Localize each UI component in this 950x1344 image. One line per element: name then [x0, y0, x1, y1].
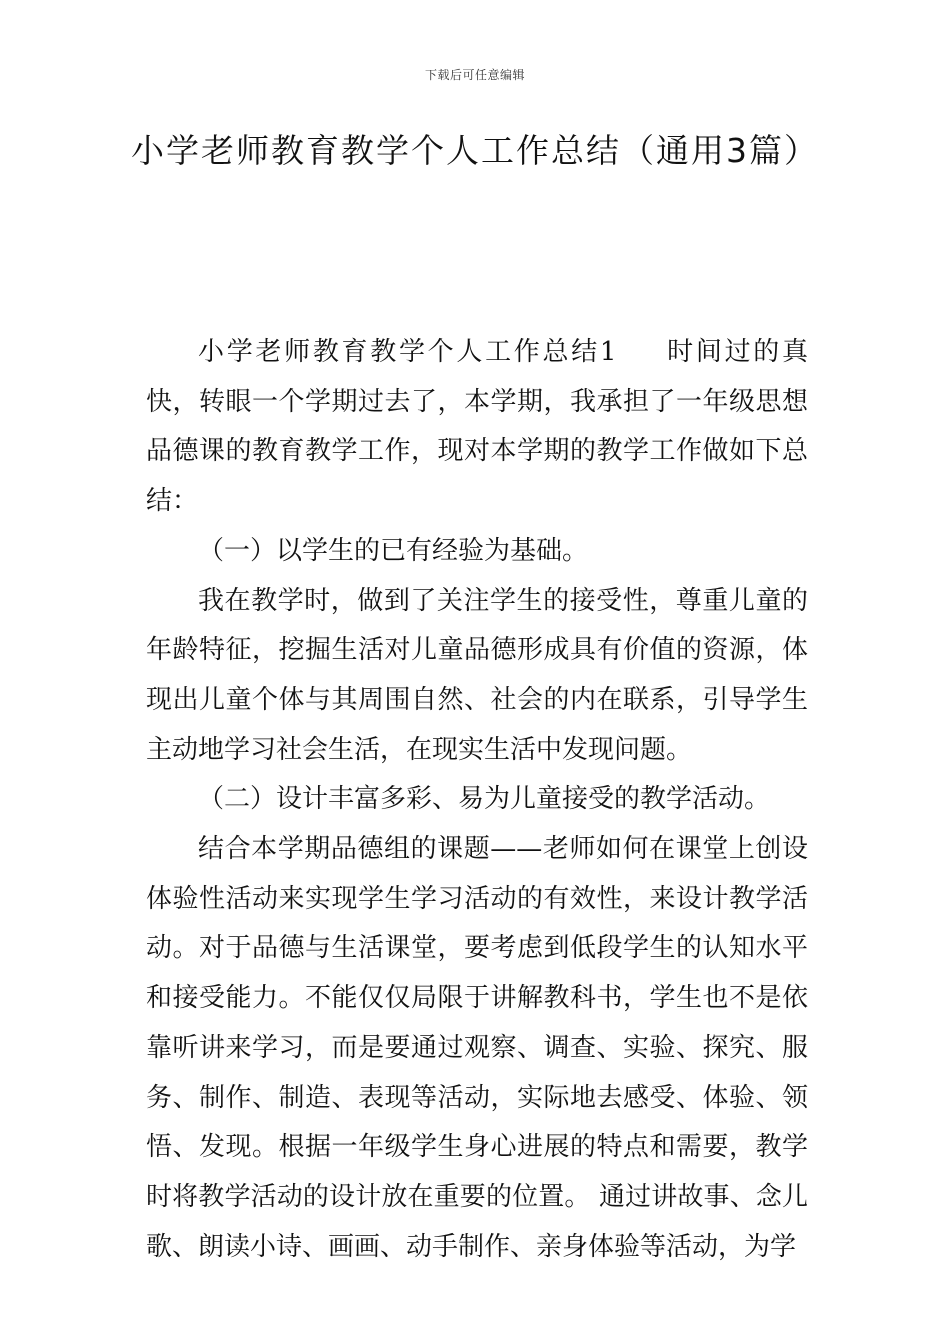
paragraph-intro-text: 时间过的真快，转眼一个学期过去了，本学期，我承担了一年级思想品德课的教育教学工作，现对本学期的教学工作做如下总结：	[146, 337, 808, 517]
paragraph-point-two: （二）设计丰富多彩、易为儿童接受的教学活动。	[198, 784, 771, 815]
section-heading: 小学老师教育教学个人工作总结1	[198, 337, 617, 367]
document-title: 小学老师教育教学个人工作总结（通用3篇）	[131, 131, 819, 170]
paragraph-point-two-body: 结合本学期品德组的课题——老师如何在课堂上创设体验性活动来实现学生学习活动的有效性，来设计教学活动。对于品德与生活课堂，要考虑到低段学生的认知水平和接受能力。不能仅仅局限于讲解教科书，学生也不是依靠听讲来学习，而是要通过观察、调查、实验、探究、服务、制作、制造、表现等活动，实际地去感受、体验、领悟、发现。根据一年级学生身心进展的特点和需要，教学时将教学活动的设计放在重要的位置。 通过讲故事、念儿歌、朗读小诗、画画、动手制作、亲身体验等活动，为学	[146, 834, 808, 1262]
header-note: 下载后可任意编辑	[424, 68, 525, 82]
paragraph-intro	[146, 328, 808, 527]
paragraph-point-one-body: 我在教学时，做到了关注学生的接受性，尊重儿童的年龄特征，挖掘生活对儿童品德形成具有价值的资源，体现出儿童个体与其周围自然、社会的内在联系，引导学生主动地学习社会生活，在现实生活中发现问题。	[146, 585, 808, 765]
paragraph-point-one: （一）以学生的已有经验为基础。	[198, 535, 589, 566]
document-body	[146, 328, 808, 1272]
